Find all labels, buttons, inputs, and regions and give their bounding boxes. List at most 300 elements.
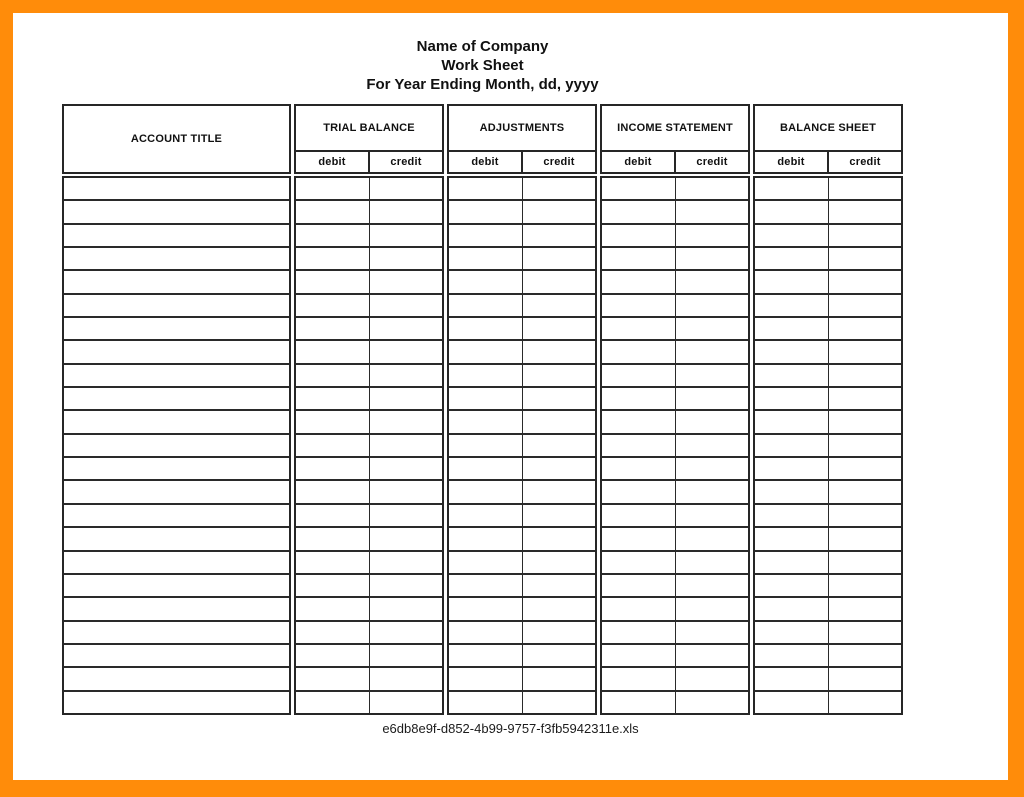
income-statement-header-label: INCOME STATEMENT bbox=[602, 106, 748, 152]
credit-cell bbox=[676, 668, 749, 689]
credit-cell bbox=[523, 178, 596, 199]
debit-cell bbox=[602, 388, 676, 409]
trial-balance-column-group bbox=[294, 104, 444, 715]
worksheet-row bbox=[296, 552, 442, 575]
account-title-cell bbox=[64, 248, 289, 271]
debit-cell bbox=[449, 668, 523, 689]
credit-cell bbox=[676, 341, 749, 362]
balance-sheet-header-label: BALANCE SHEET bbox=[755, 106, 901, 152]
credit-cell bbox=[676, 552, 749, 573]
credit-cell bbox=[523, 435, 596, 456]
credit-cell bbox=[829, 411, 902, 432]
debit-cell bbox=[755, 598, 829, 619]
debit-cell bbox=[449, 201, 523, 222]
credit-cell bbox=[523, 365, 596, 386]
account-title-cell bbox=[64, 528, 289, 551]
worksheet-row bbox=[296, 248, 442, 271]
debit-cell bbox=[755, 552, 829, 573]
debit-subheader: debit bbox=[296, 152, 370, 172]
worksheet-row bbox=[296, 575, 442, 598]
worksheet-row bbox=[755, 201, 901, 224]
worksheet-row bbox=[296, 481, 442, 504]
worksheet-row bbox=[755, 365, 901, 388]
credit-cell bbox=[829, 692, 902, 713]
income-statement-subheader-row bbox=[602, 152, 748, 172]
worksheet-row bbox=[602, 248, 748, 271]
debit-cell bbox=[449, 481, 523, 502]
worksheet-row bbox=[602, 552, 748, 575]
debit-cell bbox=[296, 598, 370, 619]
worksheet-row bbox=[296, 458, 442, 481]
adjustments-column-group bbox=[447, 104, 597, 715]
credit-cell bbox=[370, 365, 443, 386]
credit-cell bbox=[370, 178, 443, 199]
worksheet-row bbox=[755, 411, 901, 434]
account-title-cell bbox=[64, 622, 289, 645]
credit-cell bbox=[523, 622, 596, 643]
debit-subheader: debit bbox=[449, 152, 523, 172]
worksheet-row bbox=[755, 318, 901, 341]
worksheet-row bbox=[602, 271, 748, 294]
credit-cell bbox=[829, 645, 902, 666]
account-title-cell bbox=[64, 201, 289, 224]
worksheet-row bbox=[449, 598, 595, 621]
debit-cell bbox=[449, 528, 523, 549]
worksheet-row bbox=[602, 295, 748, 318]
worksheet-row bbox=[755, 388, 901, 411]
worksheet-row bbox=[449, 201, 595, 224]
worksheet-row bbox=[602, 435, 748, 458]
worksheet-row bbox=[602, 622, 748, 645]
account-title-cell bbox=[64, 598, 289, 621]
credit-cell bbox=[370, 552, 443, 573]
account-title-cell bbox=[64, 295, 289, 318]
trial-balance-subheader-row bbox=[296, 152, 442, 172]
credit-cell bbox=[523, 528, 596, 549]
credit-cell bbox=[676, 201, 749, 222]
debit-cell bbox=[602, 552, 676, 573]
debit-cell bbox=[602, 225, 676, 246]
credit-cell bbox=[370, 622, 443, 643]
debit-cell bbox=[449, 365, 523, 386]
credit-cell bbox=[829, 341, 902, 362]
debit-cell bbox=[755, 622, 829, 643]
worksheet-row bbox=[296, 435, 442, 458]
worksheet-row bbox=[449, 295, 595, 318]
worksheet-row bbox=[449, 622, 595, 645]
credit-cell bbox=[523, 411, 596, 432]
debit-cell bbox=[755, 575, 829, 596]
debit-cell bbox=[602, 271, 676, 292]
credit-cell bbox=[676, 365, 749, 386]
credit-cell bbox=[829, 552, 902, 573]
credit-subheader: credit bbox=[849, 156, 881, 168]
document-title-block bbox=[62, 37, 903, 94]
worksheet-row bbox=[755, 271, 901, 294]
credit-cell bbox=[370, 295, 443, 316]
debit-cell bbox=[296, 481, 370, 502]
account-title-cell bbox=[64, 552, 289, 575]
credit-cell bbox=[370, 598, 443, 619]
credit-cell bbox=[829, 271, 902, 292]
worksheet-row bbox=[296, 318, 442, 341]
debit-cell bbox=[296, 201, 370, 222]
account-title-cell bbox=[64, 692, 289, 713]
debit-cell bbox=[602, 622, 676, 643]
account-title-header-cell bbox=[62, 104, 291, 174]
worksheet-row bbox=[755, 505, 901, 528]
credit-cell bbox=[523, 248, 596, 269]
credit-cell bbox=[370, 458, 443, 479]
debit-cell bbox=[296, 528, 370, 549]
adjustments-header-cell bbox=[447, 104, 597, 174]
credit-subheader: credit bbox=[543, 156, 575, 168]
debit-cell bbox=[755, 668, 829, 689]
credit-cell bbox=[676, 622, 749, 643]
debit-cell bbox=[296, 295, 370, 316]
trial-balance-header-label: TRIAL BALANCE bbox=[296, 106, 442, 152]
worksheet-row bbox=[449, 575, 595, 598]
worksheet-row bbox=[755, 692, 901, 713]
credit-cell bbox=[676, 481, 749, 502]
worksheet-row bbox=[296, 668, 442, 691]
debit-cell bbox=[449, 598, 523, 619]
credit-cell bbox=[370, 528, 443, 549]
debit-cell bbox=[602, 411, 676, 432]
credit-cell bbox=[523, 295, 596, 316]
worksheet-row bbox=[296, 692, 442, 713]
account-title-cell bbox=[64, 341, 289, 364]
credit-cell bbox=[676, 692, 749, 713]
credit-cell bbox=[829, 388, 902, 409]
balance-sheet-column-group bbox=[753, 104, 903, 715]
worksheet-row bbox=[602, 458, 748, 481]
credit-cell bbox=[370, 481, 443, 502]
credit-cell bbox=[370, 248, 443, 269]
income-statement-header-cell bbox=[600, 104, 750, 174]
credit-cell bbox=[829, 505, 902, 526]
worksheet-row bbox=[449, 505, 595, 528]
debit-cell bbox=[602, 341, 676, 362]
debit-cell bbox=[449, 458, 523, 479]
worksheet-row bbox=[602, 341, 748, 364]
worksheet-page bbox=[13, 13, 1008, 780]
debit-cell bbox=[296, 225, 370, 246]
worksheet-row bbox=[296, 598, 442, 621]
debit-cell bbox=[449, 178, 523, 199]
credit-cell bbox=[523, 458, 596, 479]
debit-cell bbox=[449, 692, 523, 713]
adjustments-body bbox=[447, 176, 597, 715]
debit-cell bbox=[755, 365, 829, 386]
worksheet-row bbox=[602, 505, 748, 528]
worksheet-row bbox=[449, 458, 595, 481]
account-title-cell bbox=[64, 668, 289, 691]
credit-cell bbox=[676, 271, 749, 292]
credit-cell bbox=[829, 575, 902, 596]
worksheet-row bbox=[755, 622, 901, 645]
trial-balance-header-cell bbox=[294, 104, 444, 174]
trial-balance-body bbox=[294, 176, 444, 715]
debit-cell bbox=[755, 341, 829, 362]
debit-cell bbox=[602, 318, 676, 339]
credit-cell bbox=[676, 178, 749, 199]
account-title-cell bbox=[64, 481, 289, 504]
balance-sheet-header-cell bbox=[753, 104, 903, 174]
credit-cell bbox=[829, 668, 902, 689]
worksheet-row bbox=[296, 225, 442, 248]
credit-cell bbox=[829, 481, 902, 502]
worksheet-row bbox=[449, 552, 595, 575]
worksheet-row bbox=[449, 692, 595, 713]
worksheet-row bbox=[449, 645, 595, 668]
debit-cell bbox=[449, 225, 523, 246]
credit-cell bbox=[829, 318, 902, 339]
credit-cell bbox=[676, 388, 749, 409]
credit-cell bbox=[829, 201, 902, 222]
credit-cell bbox=[676, 645, 749, 666]
account-title-cell bbox=[64, 365, 289, 388]
worksheet-row bbox=[602, 528, 748, 551]
credit-cell bbox=[523, 575, 596, 596]
credit-cell bbox=[676, 575, 749, 596]
debit-cell bbox=[296, 505, 370, 526]
credit-cell bbox=[370, 201, 443, 222]
debit-cell bbox=[755, 178, 829, 199]
credit-cell bbox=[370, 388, 443, 409]
period-title: For Year Ending Month, dd, yyyy bbox=[366, 76, 599, 93]
account-title-cell bbox=[64, 411, 289, 434]
credit-subheader: credit bbox=[390, 156, 422, 168]
worksheet-row bbox=[449, 341, 595, 364]
debit-cell bbox=[755, 645, 829, 666]
credit-cell bbox=[523, 225, 596, 246]
credit-cell bbox=[829, 458, 902, 479]
account-title-header-label: ACCOUNT TITLE bbox=[130, 133, 223, 145]
debit-cell bbox=[449, 248, 523, 269]
debit-cell bbox=[602, 575, 676, 596]
worksheet-row bbox=[449, 178, 595, 201]
credit-cell bbox=[676, 225, 749, 246]
worksheet-row bbox=[755, 178, 901, 201]
worksheet-row bbox=[602, 318, 748, 341]
worksheet-row bbox=[755, 598, 901, 621]
worksheet-row bbox=[755, 341, 901, 364]
worksheet-row bbox=[296, 645, 442, 668]
debit-cell bbox=[296, 622, 370, 643]
credit-cell bbox=[829, 622, 902, 643]
worksheet-table bbox=[62, 104, 903, 715]
account-title-body bbox=[62, 176, 291, 715]
credit-cell bbox=[523, 692, 596, 713]
worksheet-row bbox=[755, 225, 901, 248]
worksheet-row bbox=[755, 248, 901, 271]
adjustments-header-label: ADJUSTMENTS bbox=[449, 106, 595, 152]
credit-cell bbox=[523, 341, 596, 362]
worksheet-row bbox=[296, 271, 442, 294]
debit-cell bbox=[449, 318, 523, 339]
worksheet-row bbox=[296, 622, 442, 645]
worksheet-row bbox=[449, 318, 595, 341]
worksheet-row bbox=[755, 668, 901, 691]
debit-cell bbox=[296, 341, 370, 362]
credit-cell bbox=[829, 528, 902, 549]
debit-cell bbox=[755, 318, 829, 339]
worksheet-row bbox=[602, 201, 748, 224]
credit-cell bbox=[370, 505, 443, 526]
debit-cell bbox=[449, 271, 523, 292]
debit-cell bbox=[602, 692, 676, 713]
debit-cell bbox=[755, 248, 829, 269]
debit-subheader: debit bbox=[602, 152, 676, 172]
debit-cell bbox=[755, 388, 829, 409]
worksheet-row bbox=[755, 645, 901, 668]
debit-cell bbox=[602, 365, 676, 386]
debit-cell bbox=[755, 528, 829, 549]
debit-cell bbox=[755, 435, 829, 456]
debit-cell bbox=[602, 458, 676, 479]
worksheet-row bbox=[296, 178, 442, 201]
credit-cell bbox=[370, 575, 443, 596]
income-statement-column-group bbox=[600, 104, 750, 715]
credit-cell bbox=[523, 271, 596, 292]
debit-cell bbox=[296, 692, 370, 713]
worksheet-row bbox=[755, 528, 901, 551]
debit-cell bbox=[602, 178, 676, 199]
debit-cell bbox=[602, 505, 676, 526]
worksheet-row bbox=[296, 341, 442, 364]
worksheet-row bbox=[755, 552, 901, 575]
credit-cell bbox=[829, 365, 902, 386]
debit-cell bbox=[755, 458, 829, 479]
debit-cell bbox=[755, 271, 829, 292]
worksheet-row bbox=[296, 411, 442, 434]
worksheet-row bbox=[449, 668, 595, 691]
credit-cell bbox=[676, 458, 749, 479]
credit-cell bbox=[676, 528, 749, 549]
worksheet-row bbox=[296, 388, 442, 411]
debit-cell bbox=[449, 295, 523, 316]
worksheet-row bbox=[755, 458, 901, 481]
debit-cell bbox=[296, 178, 370, 199]
credit-cell bbox=[523, 318, 596, 339]
debit-cell bbox=[602, 435, 676, 456]
credit-cell bbox=[370, 668, 443, 689]
worksheet-row bbox=[449, 248, 595, 271]
account-title-cell bbox=[64, 318, 289, 341]
debit-cell bbox=[755, 295, 829, 316]
worksheet-row bbox=[449, 481, 595, 504]
debit-cell bbox=[449, 341, 523, 362]
credit-cell bbox=[370, 435, 443, 456]
income-statement-body bbox=[600, 176, 750, 715]
credit-cell bbox=[829, 295, 902, 316]
account-title-cell bbox=[64, 458, 289, 481]
debit-cell bbox=[602, 668, 676, 689]
account-title-cell bbox=[64, 225, 289, 248]
credit-cell bbox=[676, 411, 749, 432]
debit-cell bbox=[296, 575, 370, 596]
worksheet-row bbox=[296, 295, 442, 318]
credit-cell bbox=[676, 598, 749, 619]
credit-cell bbox=[370, 271, 443, 292]
account-title-column bbox=[62, 104, 291, 715]
credit-cell bbox=[523, 598, 596, 619]
credit-cell bbox=[370, 225, 443, 246]
account-title-cell bbox=[64, 435, 289, 458]
credit-cell bbox=[523, 201, 596, 222]
credit-subheader: credit bbox=[696, 156, 728, 168]
account-title-cell bbox=[64, 575, 289, 598]
worksheet-row bbox=[296, 365, 442, 388]
worksheet-row bbox=[449, 271, 595, 294]
credit-cell bbox=[370, 692, 443, 713]
debit-cell bbox=[755, 692, 829, 713]
debit-subheader: debit bbox=[755, 152, 829, 172]
debit-cell bbox=[296, 248, 370, 269]
credit-cell bbox=[370, 645, 443, 666]
credit-cell bbox=[523, 645, 596, 666]
worksheet-row bbox=[755, 575, 901, 598]
worksheet-row bbox=[602, 411, 748, 434]
debit-cell bbox=[602, 248, 676, 269]
credit-cell bbox=[676, 435, 749, 456]
debit-cell bbox=[602, 295, 676, 316]
worksheet-row bbox=[602, 365, 748, 388]
debit-cell bbox=[296, 271, 370, 292]
account-title-cell bbox=[64, 388, 289, 411]
worksheet-row bbox=[449, 365, 595, 388]
debit-cell bbox=[296, 411, 370, 432]
worksheet-row bbox=[449, 528, 595, 551]
credit-cell bbox=[523, 481, 596, 502]
debit-cell bbox=[296, 668, 370, 689]
debit-cell bbox=[296, 645, 370, 666]
worksheet-row bbox=[449, 411, 595, 434]
worksheet-row bbox=[449, 435, 595, 458]
credit-cell bbox=[523, 552, 596, 573]
debit-cell bbox=[755, 505, 829, 526]
account-title-cell bbox=[64, 645, 289, 668]
worksheet-row bbox=[449, 225, 595, 248]
worksheet-row bbox=[602, 575, 748, 598]
credit-cell bbox=[370, 341, 443, 362]
credit-cell bbox=[829, 178, 902, 199]
worksheet-row bbox=[602, 645, 748, 668]
credit-cell bbox=[676, 318, 749, 339]
worksheet-row bbox=[755, 295, 901, 318]
debit-cell bbox=[449, 645, 523, 666]
debit-cell bbox=[449, 388, 523, 409]
credit-cell bbox=[676, 248, 749, 269]
worksheet-row bbox=[602, 481, 748, 504]
debit-cell bbox=[755, 225, 829, 246]
debit-cell bbox=[296, 458, 370, 479]
debit-cell bbox=[602, 481, 676, 502]
credit-cell bbox=[370, 411, 443, 432]
worksheet-row bbox=[602, 225, 748, 248]
credit-cell bbox=[370, 318, 443, 339]
worksheet-row bbox=[602, 178, 748, 201]
debit-cell bbox=[755, 411, 829, 432]
worksheet-title: Work Sheet bbox=[441, 57, 524, 74]
worksheet-row bbox=[602, 388, 748, 411]
balance-sheet-body bbox=[753, 176, 903, 715]
debit-cell bbox=[449, 622, 523, 643]
company-name-title: Name of Company bbox=[416, 38, 549, 55]
credit-cell bbox=[676, 295, 749, 316]
credit-cell bbox=[523, 505, 596, 526]
